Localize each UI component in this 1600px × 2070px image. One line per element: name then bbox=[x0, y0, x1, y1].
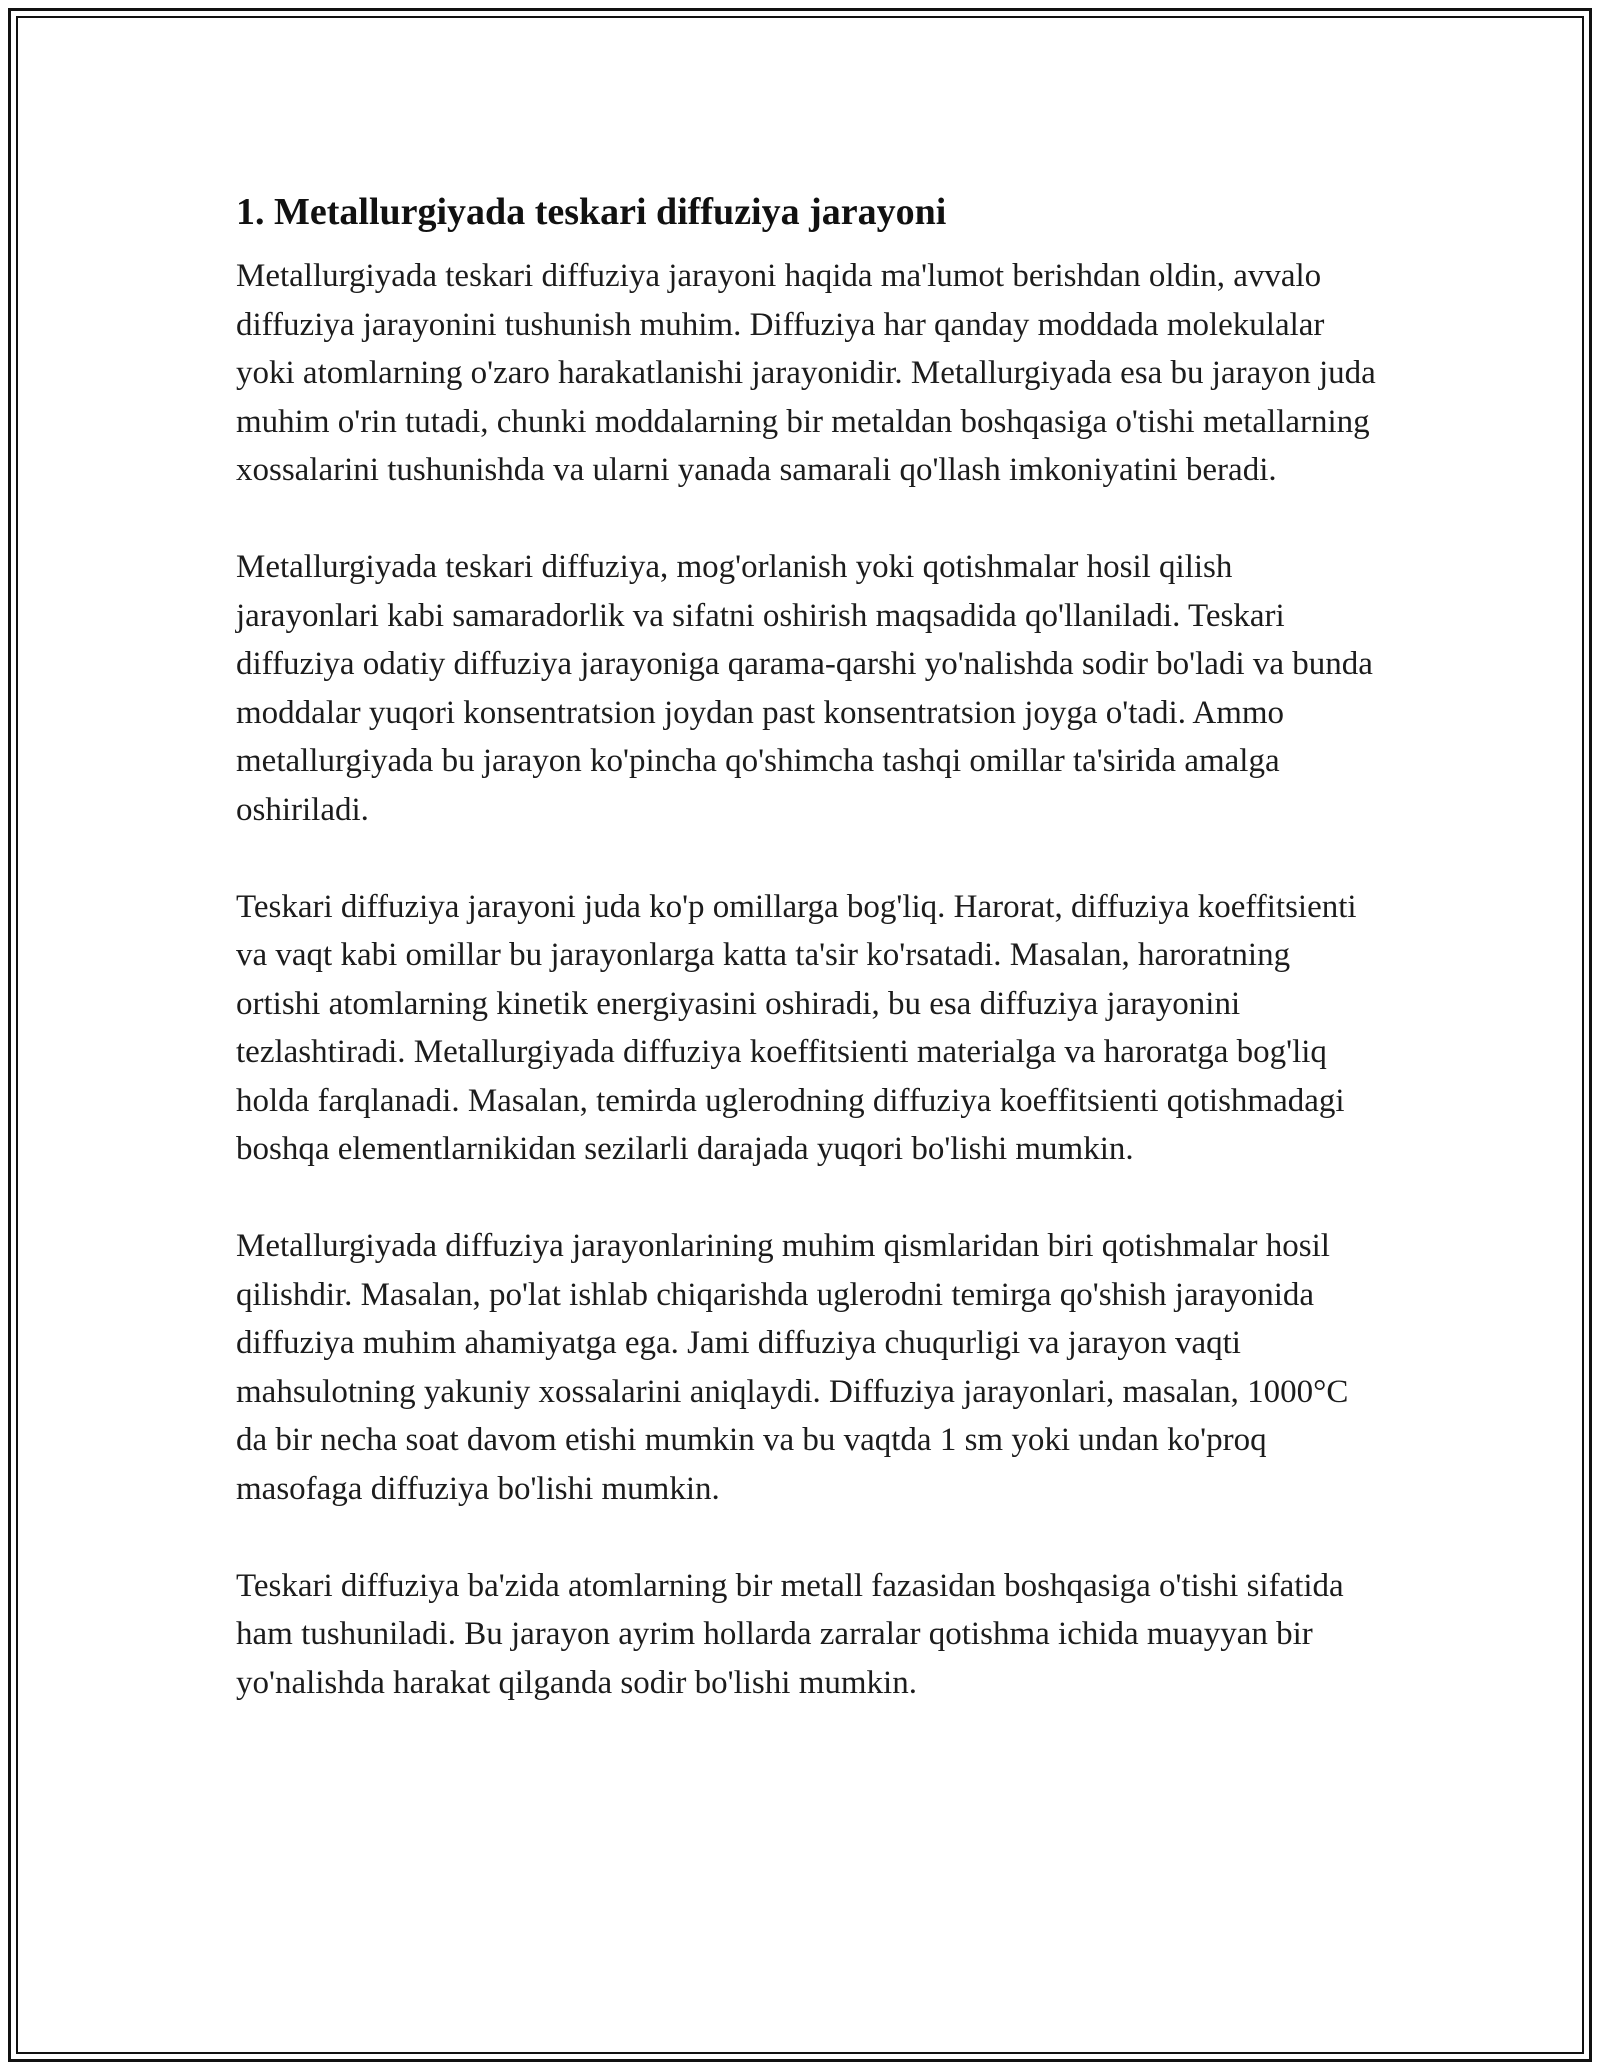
paragraph-2: Metallurgiyada teskari diffuziya, mog'orlanish yoki qotishmalar hosil qilish jarayonlari kabi samaradorlik va sifatni oshirish maqsadida qo'llaniladi. Teskari diffuziya odatiy diffuziya jarayoniga qarama-qarshi yo'nalishda sodir bo'ladi va bunda moddalar yuqori konsentratsion joydan past konsentratsion joyga o'tadi. Ammo metallurgiyada bu jarayon ko'pincha qo'shimcha tashqi omillar ta'sirida amalga oshiriladi. bbox=[236, 549, 1373, 828]
paragraph-5: Teskari diffuziya ba'zida atomlarning bir metall fazasidan boshqasiga o'tishi sifatida ham tushuniladi. Bu jarayon ayrim hollarda zarralar qotishma ichida muayyan bir yo'nalishda harakat qilganda sodir bo'lishi mumkin. bbox=[236, 1567, 1344, 1701]
section-heading: 1. Metallurgiyada teskari diffuziya jarayoni bbox=[236, 191, 947, 233]
paragraph-3: Teskari diffuziya jarayoni juda ko'p omillarga bog'liq. Harorat, diffuziya koeffitsienti va vaqt kabi omillar bu jarayonlarga katta ta'sir ko'rsatadi. Masalan, haroratning ortishi atomlarning kinetik energiyasini oshiradi, bu esa diffuziya jarayonini tezlashtiradi. Metallurgiyada diffuziya koeffitsienti materialga va haroratga bog'liq holda farqlanadi. Masalan, temirda uglerodning diffuziya koeffitsienti qotishmadagi boshqa elementlarnikidan sezilarli darajada yuqori bo'lishi mumkin. bbox=[236, 888, 1357, 1167]
paragraph-4: Metallurgiyada diffuziya jarayonlarining muhim qismlaridan biri qotishmalar hosil qilishdir. Masalan, po'lat ishlab chiqarishda uglerodni temirga qo'shish jarayonida diffuziya muhim ahamiyatga ega. Jami diffuziya chuqurligi va jarayon vaqti mahsulotning yakuniy xossalarini aniqlaydi. Diffuziya jarayonlari, masalan, 1000°C da bir necha soat davom etishi mumkin va bu vaqtda 1 sm yoki undan ko'proq masofaga diffuziya bo'lishi mumkin. bbox=[236, 1228, 1349, 1507]
paragraph-1: Metallurgiyada teskari diffuziya jarayoni haqida ma'lumot berishdan oldin, avvalo diffuziya jarayonini tushunish muhim. Diffuziya har qanday moddada molekulalar yoki atomlarning o'zaro harakatlanishi jarayonidir. Metallurgiyada esa bu jarayon juda muhim o'rin tutadi, chunki moddalarning bir metaldan boshqasiga o'tishi metallarning xossalarini tushunishda va ularni yanada samarali qo'llash imkoniyatini beradi. bbox=[236, 258, 1376, 488]
document-body bbox=[236, 184, 1376, 1756]
